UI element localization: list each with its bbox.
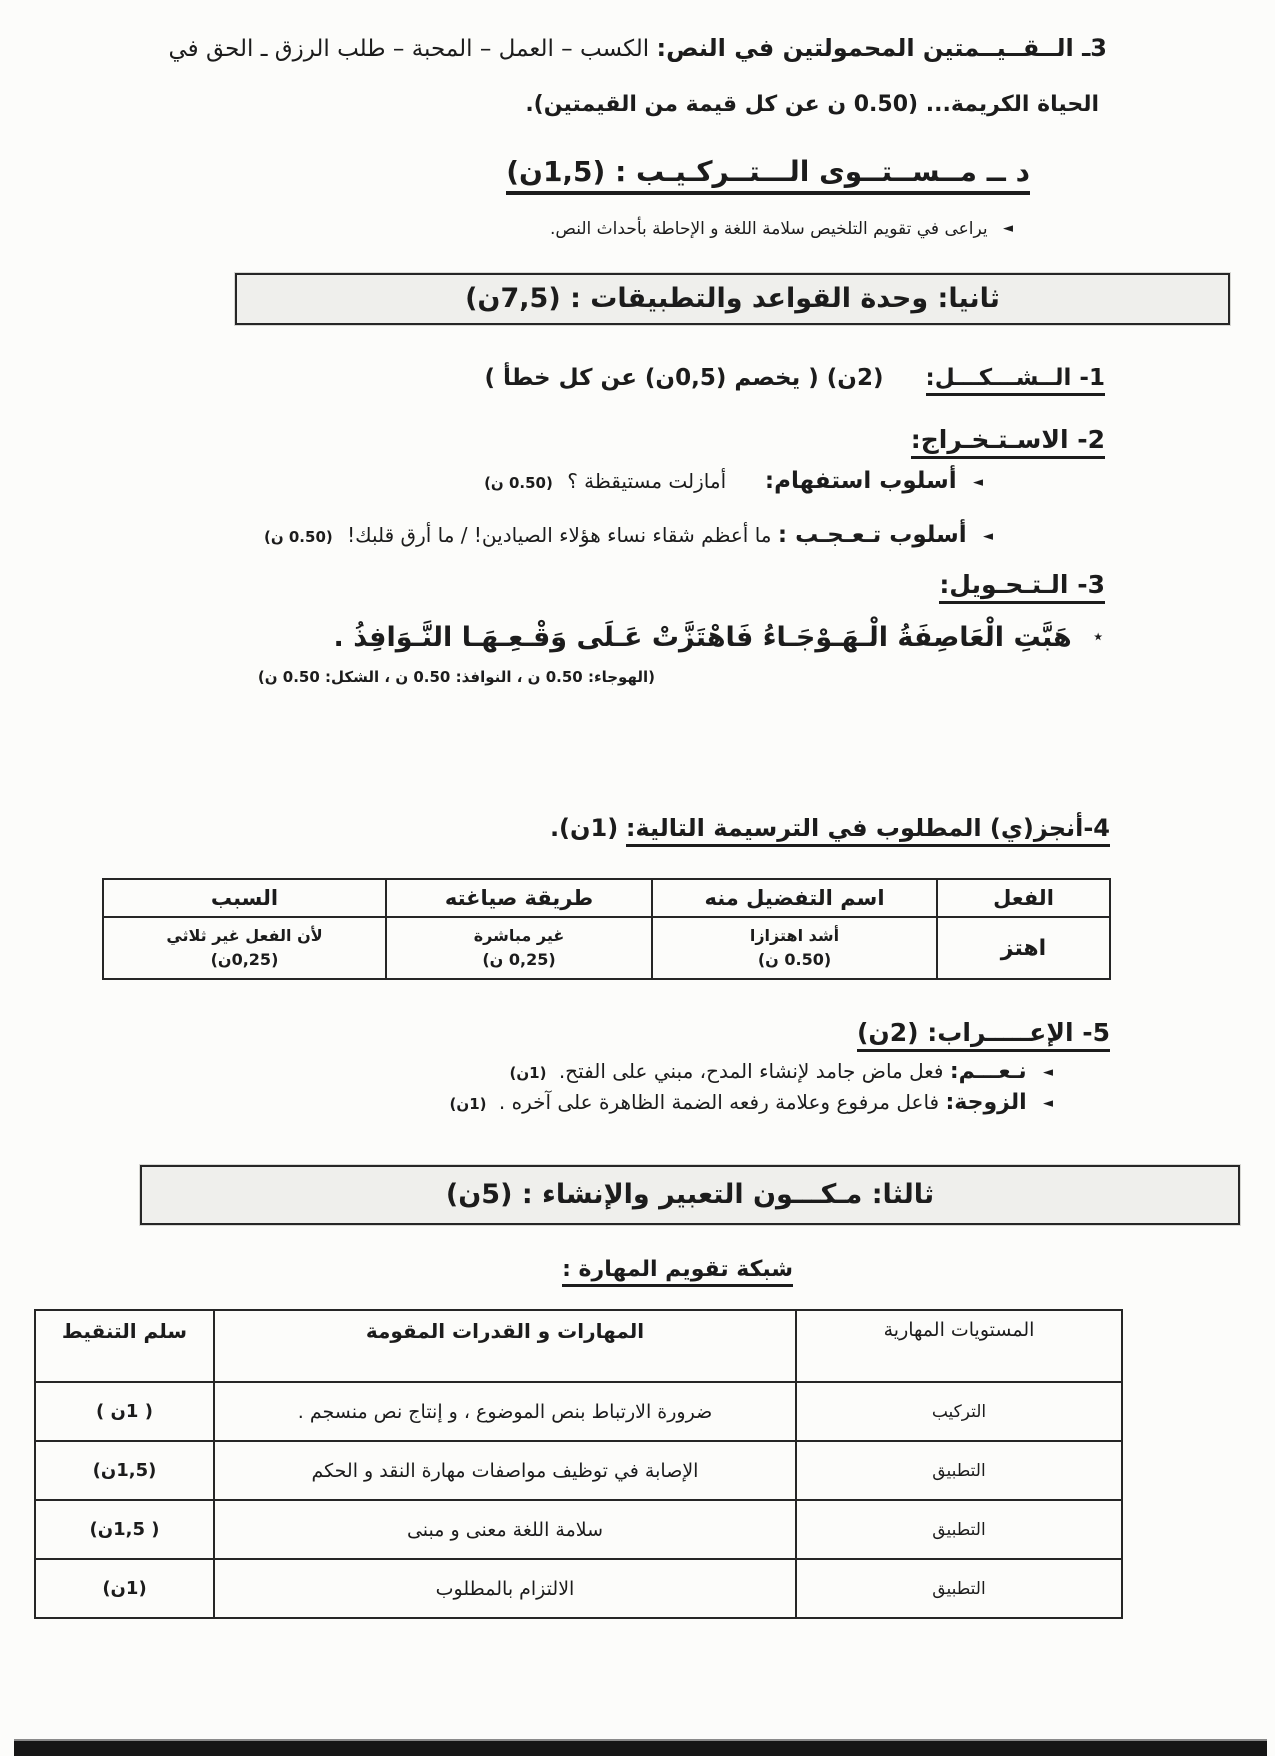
- q1-label: 1- الــشـــكـــل:: [926, 365, 1106, 396]
- skills-row: [35, 1441, 1122, 1500]
- q3-transformation-heading: [0, 570, 1275, 599]
- skills-grid-title: شبكة تقويم المهارة :: [562, 1257, 793, 1287]
- carried-values-line: [40, 34, 1107, 62]
- q3-label: 3- الـتـحـويل:: [939, 570, 1105, 604]
- col-skills-evaluated: المهارات و القدرات المقومة: [214, 1310, 796, 1382]
- cell-formation-method: [386, 917, 652, 979]
- q1-text: (2ن) ( يخصم (0,5ن) عن كل خطأ ): [484, 365, 884, 391]
- q1-vocalization: [0, 365, 1275, 391]
- transformed-sentence: [0, 613, 1275, 666]
- col-reason: السبب: [103, 879, 386, 917]
- col-skill-levels: المستويات المهارية: [796, 1310, 1122, 1382]
- table-row: [103, 917, 1110, 979]
- arrow-bullet-icon: ◄: [973, 475, 983, 490]
- transformation-score-note: (الهوجاء: 0.50 ن ، النوافذ: 0.50 ن ، الشكل: 0.50 ن): [257, 668, 655, 686]
- cell-reason-text: لأن الفعل غير ثلاثي: [166, 926, 323, 945]
- q5-parsing-heading: [0, 1018, 1275, 1047]
- carried-values-text: الكسب – العمل – المحبة – طلب الرزق ـ الحق في: [168, 36, 650, 62]
- q4-label: 4-أنجز(ي) المطلوب في الترسيمة التالية:: [626, 814, 1110, 847]
- grammar-unit-banner: ثانيا: وحدة القواعد والتطبيقات : (7,5ن): [235, 273, 1230, 325]
- parsing-answer-2: فاعل مرفوع وعلامة رفعه الضمة الظاهرة على آخره .: [498, 1090, 940, 1114]
- composition-level-heading: د ــ مــســتــوى الـــتــركـيـب : (1,5ن): [506, 155, 1030, 195]
- interrogative-style-label: أسلوب استفهام:: [764, 468, 957, 494]
- exclamation-style-item: [0, 522, 1275, 548]
- col-superlative: اسم التفضيل منه: [652, 879, 937, 917]
- cell-formation-score: (0,25 ن): [482, 950, 556, 969]
- interrogative-style-score: (0.50 ن): [484, 474, 553, 492]
- parsing-word-1: نـعـــم:: [949, 1059, 1027, 1084]
- skills-row: [35, 1559, 1122, 1618]
- scan-edge-bar: [14, 1739, 1267, 1756]
- q5-label: 5- الإعـــــراب: (2ن): [857, 1018, 1110, 1052]
- summary-evaluation-note-text: يراعى في تقويم التلخيص سلامة اللغة و الإحاطة بأحداث النص.: [550, 219, 988, 239]
- cell-verb: اهتز: [937, 917, 1110, 979]
- skills-header-row: [35, 1310, 1122, 1382]
- parsing-score-2: (1ن): [449, 1095, 487, 1113]
- skill-score: (1,5ن): [35, 1441, 214, 1500]
- parsing-score-1: (1ن): [509, 1064, 547, 1082]
- parsing-item-zawja: [0, 1090, 1275, 1115]
- cell-reason-score: (0,25ن): [210, 950, 279, 969]
- skill-score: ( 1,5ن): [35, 1500, 214, 1559]
- parsing-answer-1: فعل ماض جامد لإنشاء المدح، مبني على الفتح.: [558, 1059, 944, 1083]
- cell-superlative-score: (0.50 ن): [757, 950, 832, 969]
- arrow-bullet-icon: ◄: [983, 529, 993, 544]
- skill-description: الإصابة في توظيف مواصفات مهارة النقد و الحكم: [214, 1441, 796, 1500]
- arrow-bullet-icon: ◄: [1003, 221, 1013, 236]
- col-scoring-scale: سلم التنقيط: [35, 1310, 214, 1382]
- cell-superlative-text: أشد اهتزازا: [749, 926, 840, 945]
- interrogative-style-answer: أمازلت مستيقظة ؟: [567, 469, 727, 493]
- arrow-bullet-icon: ◄: [1043, 1065, 1053, 1080]
- skill-level: التطبيق: [796, 1441, 1122, 1500]
- skill-score: ( 1ن ): [35, 1382, 214, 1441]
- skill-level: التطبيق: [796, 1559, 1122, 1618]
- q2-extraction-heading: [0, 425, 1275, 454]
- q4-diagram-heading: [0, 814, 1275, 842]
- parsing-item-niama: [0, 1059, 1275, 1084]
- cell-reason: [103, 917, 386, 979]
- star-bullet-icon: ٭: [1093, 626, 1103, 647]
- q2-label: 2- الاسـتـخـراج:: [911, 425, 1105, 459]
- skills-evaluation-table: [34, 1309, 1123, 1619]
- skill-level: التركيب: [796, 1382, 1122, 1441]
- expression-unit-banner: ثالثا: مـكـــون التعبير والإنشاء : (5ن): [140, 1165, 1240, 1225]
- skills-row: [35, 1500, 1122, 1559]
- skill-description: سلامة اللغة معنى و مبنى: [214, 1500, 796, 1559]
- transformed-sentence-text: هَبَّتِ الْعَاصِفَةُ الْـهَـوْجَـاءُ فَاهْتَزَّتْ عَـلَى وَقْـعِـهَـا النَّـوَافِذُ .: [333, 622, 1072, 653]
- exclamation-style-label: أسلوب تـعـجـب :: [777, 522, 967, 548]
- skill-description: ضرورة الارتباط بنص الموضوع ، و إنتاج نص منسجم .: [214, 1382, 796, 1441]
- arrow-bullet-icon: ◄: [1043, 1096, 1053, 1111]
- level-heading-wrap: [0, 155, 1275, 195]
- superlative-table: [102, 878, 1111, 980]
- carried-values-line2: الحياة الكريمة... (0.50 ن عن كل قيمة من القيمتين).: [525, 92, 1099, 117]
- skill-description: الالتزام بالمطلوب: [214, 1559, 796, 1618]
- skills-row: [35, 1382, 1122, 1441]
- carried-values-label: 3ـ الــقــيــمتين المحمولتين في النص:: [656, 34, 1107, 62]
- cell-superlative: [652, 917, 937, 979]
- parsing-word-2: الزوجة:: [945, 1090, 1027, 1115]
- table-header-row: [103, 879, 1110, 917]
- skills-grid-title-wrap: [0, 1257, 1275, 1287]
- skill-score: (1ن): [35, 1559, 214, 1618]
- exclamation-style-score: (0.50 ن): [263, 528, 333, 546]
- exclamation-style-answer: ما أعظم شقاء نساء هؤلاء الصيادين! / ما أرق قلبك!: [347, 523, 772, 547]
- q4-score: (1ن).: [549, 814, 619, 842]
- col-formation-method: طريقة صياغته: [386, 879, 652, 917]
- cell-formation-text: غير مباشرة: [473, 926, 565, 945]
- col-verb: الفعل: [937, 879, 1110, 917]
- skill-level: التطبيق: [796, 1500, 1122, 1559]
- summary-evaluation-note: [0, 219, 1275, 239]
- interrogative-style-item: [0, 468, 1275, 494]
